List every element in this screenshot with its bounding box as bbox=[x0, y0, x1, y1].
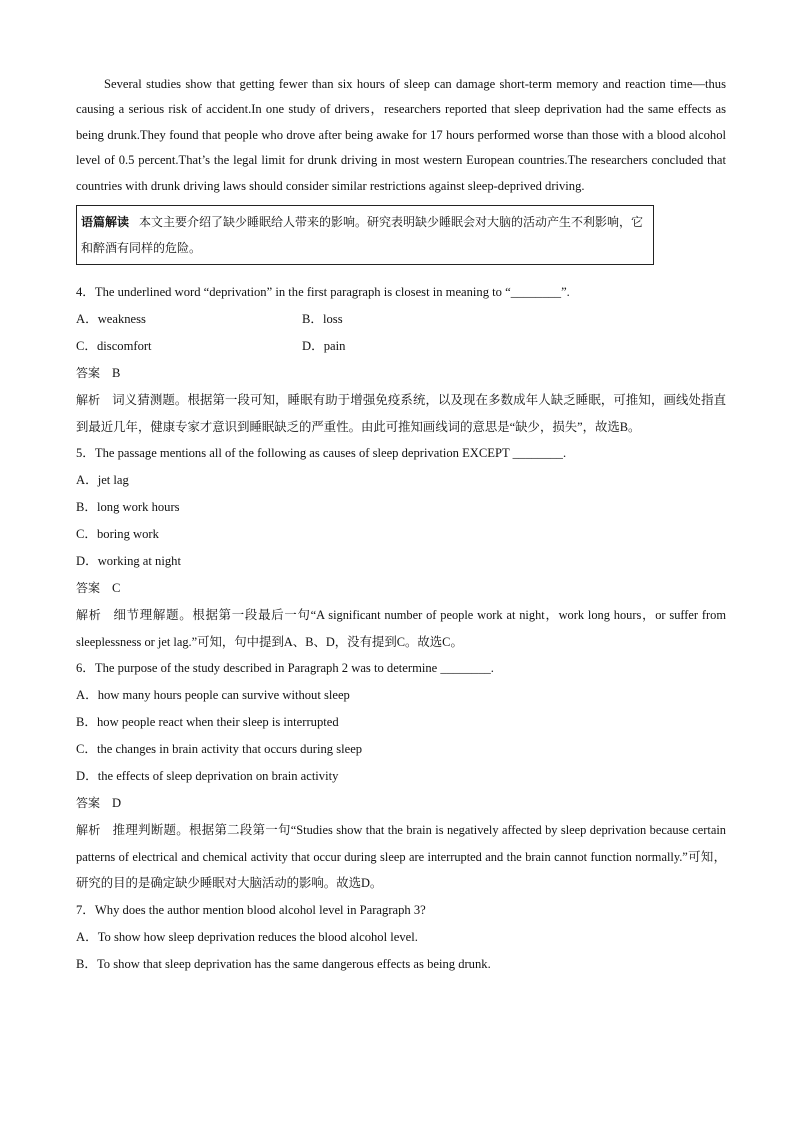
option-c[interactable]: C．boring work bbox=[76, 527, 159, 542]
option-b[interactable]: B．how people react when their sleep is interrupted bbox=[76, 715, 339, 730]
answer-label: 答案 bbox=[76, 366, 101, 381]
document-page bbox=[76, 72, 726, 978]
analysis-label: 解析 bbox=[76, 823, 101, 838]
question-5 bbox=[76, 440, 726, 655]
summary-box bbox=[76, 205, 654, 265]
question-stem: 6．The purpose of the study described in Paragraph 2 was to determine ________. bbox=[76, 661, 494, 676]
option-b[interactable]: B．To show that sleep deprivation has the same dangerous effects as being drunk. bbox=[76, 956, 491, 971]
option-a[interactable]: A．weakness bbox=[76, 312, 146, 327]
answer-value: C bbox=[112, 581, 121, 596]
question-7 bbox=[76, 897, 726, 978]
question-stem: 4．The underlined word “deprivation” in the first paragraph is closest in meaning to “________”. bbox=[76, 285, 570, 300]
summary-label: 语篇解读 bbox=[81, 215, 130, 230]
analysis-block bbox=[76, 602, 726, 655]
question-stem: 5．The passage mentions all of the following as causes of sleep deprivation EXCEPT ________. bbox=[76, 446, 567, 461]
reading-passage bbox=[76, 72, 726, 199]
analysis-block bbox=[76, 817, 726, 897]
options-row bbox=[76, 333, 726, 360]
option-c[interactable]: C．the changes in brain activity that occurs during sleep bbox=[76, 742, 363, 757]
options-row bbox=[76, 306, 726, 333]
option-b[interactable]: B．long work hours bbox=[76, 500, 180, 515]
answer-line bbox=[76, 575, 726, 602]
answer-line bbox=[76, 790, 726, 817]
passage-paragraph: Several studies show that getting fewer than six hours of sleep can damage short-term memory and reaction time—thus causing a serious risk of accident.In one study of drivers，researchers reported that sleep deprivation had the same effects as being drunk.They found that people who drove after being awake for 17 hours performed worse than those with a blood alcohol level of 0.5 percent.That’s the legal limit for drunk driving in most western European countries.The researchers concluded that countries with drunk driving laws should consider similar restrictions against sleep-deprived driving. bbox=[76, 77, 726, 193]
answer-label: 答案 bbox=[76, 796, 101, 811]
analysis-label: 解析 bbox=[76, 393, 101, 408]
summary-text: 本文主要介绍了缺少睡眠给人带来的影响。研究表明缺少睡眠会对大脑的活动产生不利影响，它和醉酒有同样的危险。 bbox=[81, 215, 644, 256]
answer-label: 答案 bbox=[76, 581, 101, 596]
option-a[interactable]: A．To show how sleep deprivation reduces the blood alcohol level. bbox=[76, 929, 418, 944]
option-b[interactable]: B．loss bbox=[302, 312, 343, 327]
question-stem: 7．Why does the author mention blood alcohol level in Paragraph 3? bbox=[76, 902, 426, 917]
option-c[interactable]: C．discomfort bbox=[76, 339, 152, 354]
analysis-label: 解析 bbox=[76, 608, 102, 623]
analysis-text: 词义猜测题。根据第一段可知，睡眠有助于增强免疫系统，以及现在多数成年人缺乏睡眠，可推知，画线处指直到最近几年，健康专家才意识到睡眠缺乏的严重性。由此可推知画线词的意思是“缺少，损失”，故选B。 bbox=[76, 393, 726, 434]
analysis-block bbox=[76, 387, 726, 440]
analysis-text: 细节理解题。根据第一段最后一句“A significant number of people work at night，work long hours，or suffer from sleeplessness or jet lag.”可知，句中提到A、B、D，没有提到C。故选C。 bbox=[76, 608, 726, 649]
option-d[interactable]: D．pain bbox=[302, 339, 346, 354]
question-6 bbox=[76, 655, 726, 897]
answer-value: B bbox=[112, 366, 121, 381]
option-d[interactable]: D．the effects of sleep deprivation on brain activity bbox=[76, 769, 339, 784]
analysis-text: 推理判断题。根据第二段第一句“Studies show that the brain is negatively affected by sleep deprivation because certain patterns of electrical and chemical activity that occur during sleep are interrupted and the brain cannot function normally.”可知，研究的目的是确定缺少睡眠对大脑活动的影响。故选D。 bbox=[76, 823, 726, 891]
option-a[interactable]: A．how many hours people can survive without sleep bbox=[76, 688, 350, 703]
option-a[interactable]: A．jet lag bbox=[76, 473, 129, 488]
question-4 bbox=[76, 279, 726, 440]
answer-value: D bbox=[112, 796, 122, 811]
answer-line bbox=[76, 360, 726, 387]
option-d[interactable]: D．working at night bbox=[76, 554, 181, 569]
